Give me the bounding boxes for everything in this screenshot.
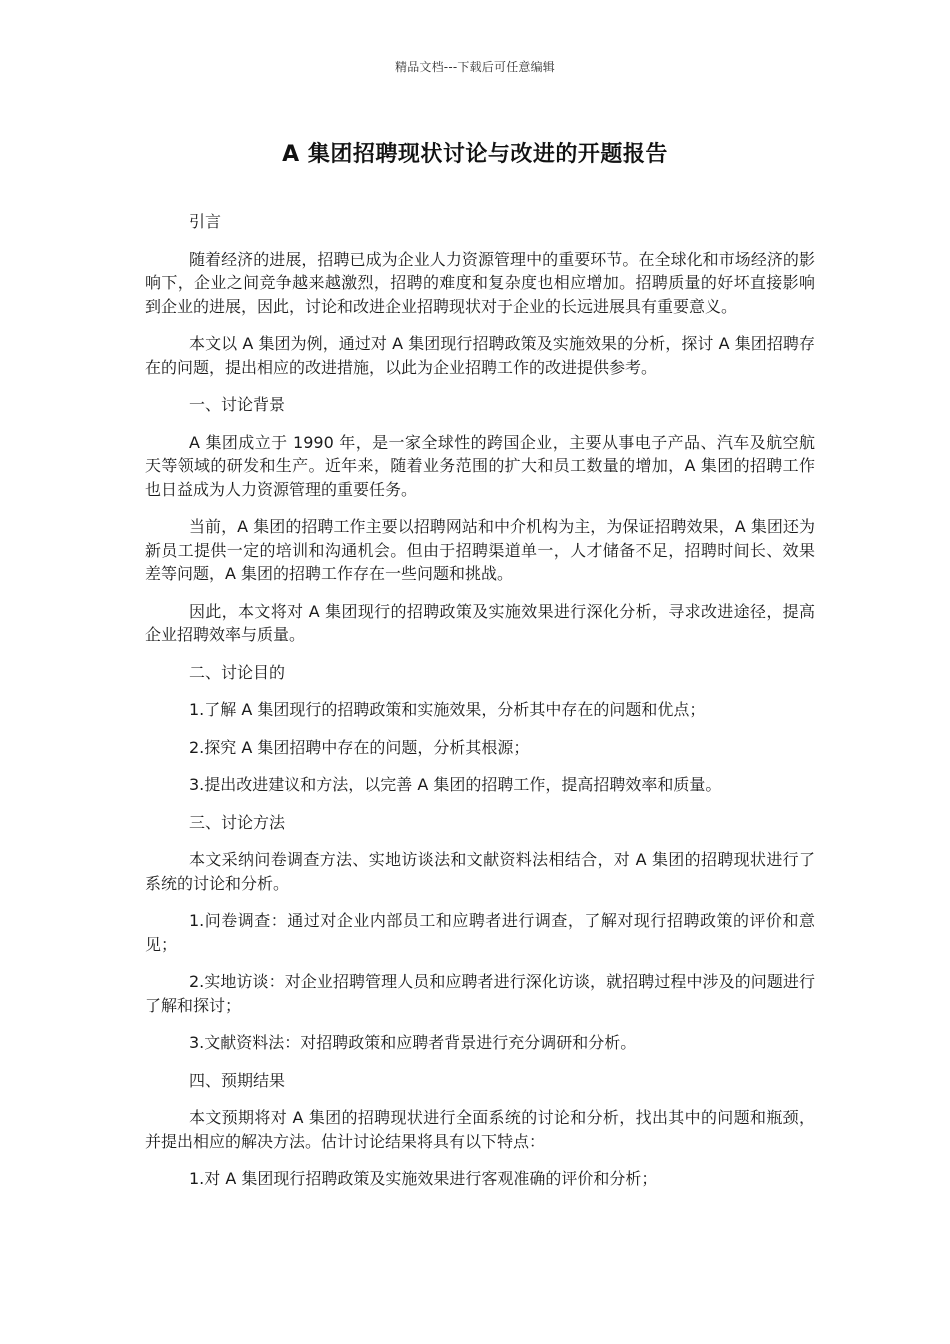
list-item: 2.实地访谈：对企业招聘管理人员和应聘者进行深化访谈，就招聘过程中涉及的问题进行了解和探讨； bbox=[145, 972, 815, 1015]
section-heading-method: 三、讨论方法 bbox=[189, 812, 286, 832]
list-item: 3.提出改进建议和方法，以完善 A 集团的招聘工作，提高招聘效率和质量。 bbox=[189, 775, 722, 794]
list-item: 1.了解 A 集团现行的招聘政策和实施效果，分析其中存在的问题和优点； bbox=[189, 700, 706, 719]
paragraph: 随着经济的进展，招聘已成为企业人力资源管理中的重要环节。在全球化和市场经济的影响下，企业之间竞争越来越激烈，招聘的难度和复杂度也相应增加。招聘质量的好坏直接影响到企业的进展，因此，讨论和改进企业招聘现状对于企业的长远进展具有重要意义。 bbox=[145, 249, 815, 316]
list-item: 3.文献资料法：对招聘政策和应聘者背景进行充分调研和分析。 bbox=[189, 1033, 637, 1052]
list-item: 1.对 A 集团现行招聘政策及实施效果进行客观准确的评价和分析； bbox=[189, 1169, 658, 1188]
paragraph: 本文以 A 集团为例，通过对 A 集团现行招聘政策及实施效果的分析，探讨 A 集团招聘存在的问题，提出相应的改进措施，以此为企业招聘工作的改进提供参考。 bbox=[145, 334, 815, 377]
paragraph: 因此，本文将对 A 集团现行的招聘政策及实施效果进行深化分析，寻求改进途径，提高企业招聘效率与质量。 bbox=[145, 601, 815, 644]
paragraph: 本文预期将对 A 集团的招聘现状进行全面系统的讨论和分析，找出其中的问题和瓶颈，并提出相应的解决方法。估计讨论结果将具有以下特点： bbox=[145, 1108, 815, 1151]
list-item: 1.问卷调查：通过对企业内部员工和应聘者进行调查，了解对现行招聘政策的评价和意见； bbox=[145, 911, 815, 954]
list-item: 2.探究 A 集团招聘中存在的问题，分析其根源； bbox=[189, 737, 530, 757]
section-heading-intro: 引言 bbox=[189, 212, 222, 231]
paragraph: A 集团成立于 1990 年，是一家全球性的跨国企业，主要从事电子产品、汽车及航空航天等领域的研发和生产。近年来，随着业务范围的扩大和员工数量的增加，A 集团的招聘工作也日益成为人力资源管理的重要任务。 bbox=[145, 432, 815, 499]
section-heading-purpose: 二、讨论目的 bbox=[189, 662, 286, 682]
document-body bbox=[145, 210, 815, 1205]
section-heading-expected-results: 四、预期结果 bbox=[189, 1070, 286, 1090]
paragraph: 当前，A 集团的招聘工作主要以招聘网站和中介机构为主，为保证招聘效果，A 集团还为新员工提供一定的培训和沟通机会。但由于招聘渠道单一，人才储备不足，招聘时间长、效果差等问题，A 集团的招聘工作存在一些问题和挑战。 bbox=[145, 517, 815, 583]
section-heading-background: 一、讨论背景 bbox=[189, 395, 286, 414]
header-note: 精品文档---下载后可任意编辑 bbox=[395, 60, 555, 74]
paragraph: 本文采纳问卷调查方法、实地访谈法和文献资料法相结合，对 A 集团的招聘现状进行了系统的讨论和分析。 bbox=[145, 850, 815, 893]
document-title: A 集团招聘现状讨论与改进的开题报告 bbox=[282, 142, 668, 167]
